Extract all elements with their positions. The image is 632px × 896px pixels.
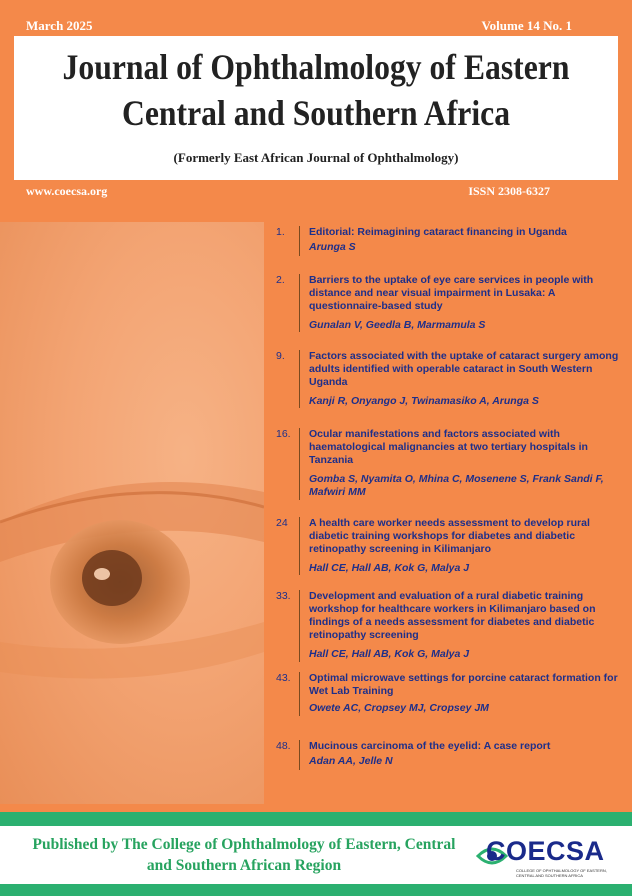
- toc-divider: [299, 350, 300, 408]
- eye-illustration: [0, 222, 264, 804]
- toc-page: 33.: [276, 590, 291, 602]
- toc-authors: Arunga S: [309, 241, 356, 253]
- toc-authors: Owete AC, Cropsey MJ, Cropsey JM: [309, 702, 489, 714]
- toc-page: 48.: [276, 740, 291, 752]
- toc-divider: [299, 226, 300, 256]
- toc-page: 24: [276, 517, 288, 529]
- publisher-line2: and Southern African Region: [146, 857, 342, 874]
- toc-title: A health care worker needs assessment to develop rural diabetic training workshops for diabetes and diabetic retinopathy screening in Kilimanjaro: [309, 517, 590, 555]
- toc-title: Development and evaluation of a rural diabetic training workshop for healthcare workers in Kilimanjaro based on findings of a needs assessment for diabetes and diabetic retinopathy screening: [309, 590, 596, 641]
- eye-image: [0, 222, 264, 804]
- toc-title: Optimal microwave settings for porcine cataract formation for Wet Lab Training: [309, 672, 618, 697]
- toc-page: 16.: [276, 428, 291, 440]
- toc-divider: [299, 274, 300, 332]
- toc-authors: Gomba S, Nyamita O, Mhina C, Mosenene S, Frank Sandi F, Mafwiri MM: [309, 473, 604, 498]
- logo-subtext: COLLEGE OF OPHTHALMOLOGY OF EASTERN, CENTRAL AND SOUTHERN AFRICA: [516, 868, 607, 878]
- toc-divider: [299, 672, 300, 716]
- toc-authors: Hall CE, Hall AB, Kok G, Malya J: [309, 648, 470, 660]
- volume-number: Volume 14 No. 1: [481, 18, 572, 33]
- toc-title: Editorial: Reimagining cataract financing in Uganda: [309, 226, 567, 238]
- toc-divider: [299, 517, 300, 575]
- toc-page: 2.: [276, 274, 285, 286]
- toc-page: 43.: [276, 672, 291, 684]
- toc-authors: Adan AA, Jelle N: [309, 755, 393, 767]
- toc-page: 9.: [276, 350, 285, 362]
- footer-stripe-bottom: [0, 884, 632, 896]
- toc-page: 1.: [276, 226, 285, 238]
- toc-divider: [299, 428, 300, 500]
- logo-wordmark: COECSA: [486, 836, 605, 866]
- toc-authors: Gunalan V, Geedla B, Marmamula S: [309, 319, 486, 331]
- journal-title: [38, 44, 594, 136]
- toc-divider: [299, 590, 300, 662]
- toc-title: Barriers to the uptake of eye care services in people with distance and near visual impairment in Lusaka: A questionnaire-based study: [309, 274, 594, 312]
- journal-title-line1: Journal of Ophthalmology of Eastern: [62, 47, 570, 87]
- website-link[interactable]: www.coecsa.org: [26, 184, 108, 198]
- toc-title: Mucinous carcinoma of the eyelid: A case report: [309, 740, 551, 752]
- footer-stripe-top: [0, 812, 632, 826]
- issn-label: ISSN 2308-6327: [468, 184, 550, 198]
- toc-authors: Kanji R, Onyango J, Twinamasiko A, Arunga S: [309, 395, 539, 407]
- coecsa-logo: [472, 836, 622, 880]
- journal-subtitle: (Formerly East African Journal of Ophthalmology): [173, 150, 459, 165]
- toc-title: Factors associated with the uptake of cataract surgery among adults identified with operable cataract in South Western Uganda: [309, 350, 619, 388]
- toc-title: Ocular manifestations and factors associated with haematological malignancies at two tertiary hospitals in Tanzania: [309, 428, 588, 466]
- issue-date: March 2025: [26, 18, 93, 33]
- publisher-statement: [14, 834, 474, 876]
- toc-divider: [299, 740, 300, 770]
- publisher-line1: Published by The College of Ophthalmology of Eastern, Central: [32, 836, 456, 853]
- toc-authors: Hall CE, Hall AB, Kok G, Malya J: [309, 562, 470, 574]
- journal-title-line2: Central and Southern Africa: [121, 93, 511, 133]
